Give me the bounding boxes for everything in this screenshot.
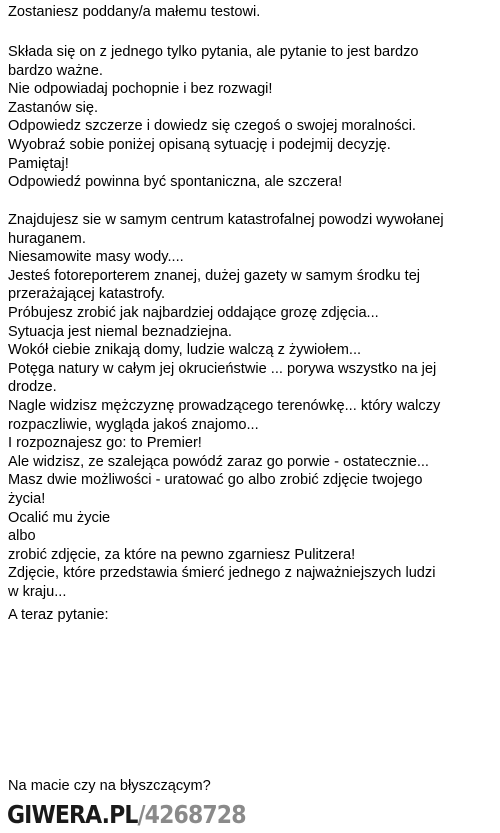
text-line: Nagle widzisz mężczyznę prowadzącego terenówkę... który walczy	[8, 397, 441, 414]
text-line: Wokół ciebie znikają domy, ludzie walczą z żywiołem...	[8, 342, 362, 359]
text-line: życia!	[8, 490, 46, 507]
text-line: Pamiętaj!	[8, 155, 69, 172]
story-paragraph	[8, 211, 496, 601]
intro-paragraph	[8, 3, 496, 22]
punchline	[8, 777, 496, 796]
text-line: Ocalić mu życie	[8, 509, 111, 526]
text-line: albo	[8, 528, 36, 545]
watermark-id: 4268728	[144, 800, 246, 829]
text-line: rozpaczliwie, wygląda jakoś znajomo...	[8, 416, 259, 433]
text-line: Znajdujesz sie w samym centrum katastrofalnej powodzi wywołanej	[8, 212, 444, 228]
text-line: Masz dwie możliwości - uratować go albo zrobić zdjęcie twojego	[8, 472, 423, 489]
question-intro	[8, 606, 496, 625]
text-line: Próbujesz zrobić jak najbardziej oddające grozę zdjęcia...	[8, 304, 379, 321]
text-line: bardzo ważne.	[8, 62, 103, 79]
text-line: A teraz pytanie:	[8, 607, 109, 623]
text-line: I rozpoznajesz go: to Premier!	[8, 435, 202, 452]
watermark-separator: /	[137, 800, 145, 829]
text-line: Sytuacja jest niemal beznadziejna.	[8, 323, 232, 340]
text-line: przerażającej katastrofy.	[8, 286, 166, 303]
text-line: Zastanów się.	[8, 99, 99, 116]
text-line: drodze.	[8, 379, 57, 396]
text-line: Ale widzisz, ze szalejąca powódź zaraz go porwie - ostatecznie...	[8, 453, 429, 470]
text-line: Jesteś fotoreporterem znanej, dużej gazety w samym środku tej	[8, 267, 421, 284]
text-line: Na macie czy na błyszczącym?	[8, 778, 211, 794]
text-line: Potęga natury w całym jej okrucieństwie ... porywa wszystko na jej	[8, 360, 437, 377]
text-line: Zdjęcie, które przedstawia śmierć jednego z najważniejszych ludzi	[8, 565, 436, 582]
watermark-site: GIWERA.PL	[7, 800, 138, 829]
text-line: Zostaniesz poddany/a małemu testowi.	[8, 4, 261, 20]
instructions-paragraph	[8, 43, 496, 192]
text-line: Nie odpowiadaj pochopnie i bez rozwagi!	[8, 81, 273, 98]
text-line: Niesamowite masy wody....	[8, 249, 184, 266]
text-line: huraganem.	[8, 230, 86, 247]
text-line: zrobić zdjęcie, za które na pewno zgarniesz Pulitzera!	[8, 546, 356, 563]
text-line: Odpowiedź powinna być spontaniczna, ale szczera!	[8, 174, 343, 191]
text-line: Składa się on z jednego tylko pytania, ale pytanie to jest bardzo	[8, 44, 419, 60]
text-line: Odpowiedz szczerze i dowiedz się czegoś o swojej moralności.	[8, 118, 416, 135]
text-line: w kraju...	[8, 583, 67, 600]
text-line: Wyobraź sobie poniżej opisaną sytuację i podejmij decyzję.	[8, 136, 391, 153]
site-watermark	[7, 800, 246, 830]
